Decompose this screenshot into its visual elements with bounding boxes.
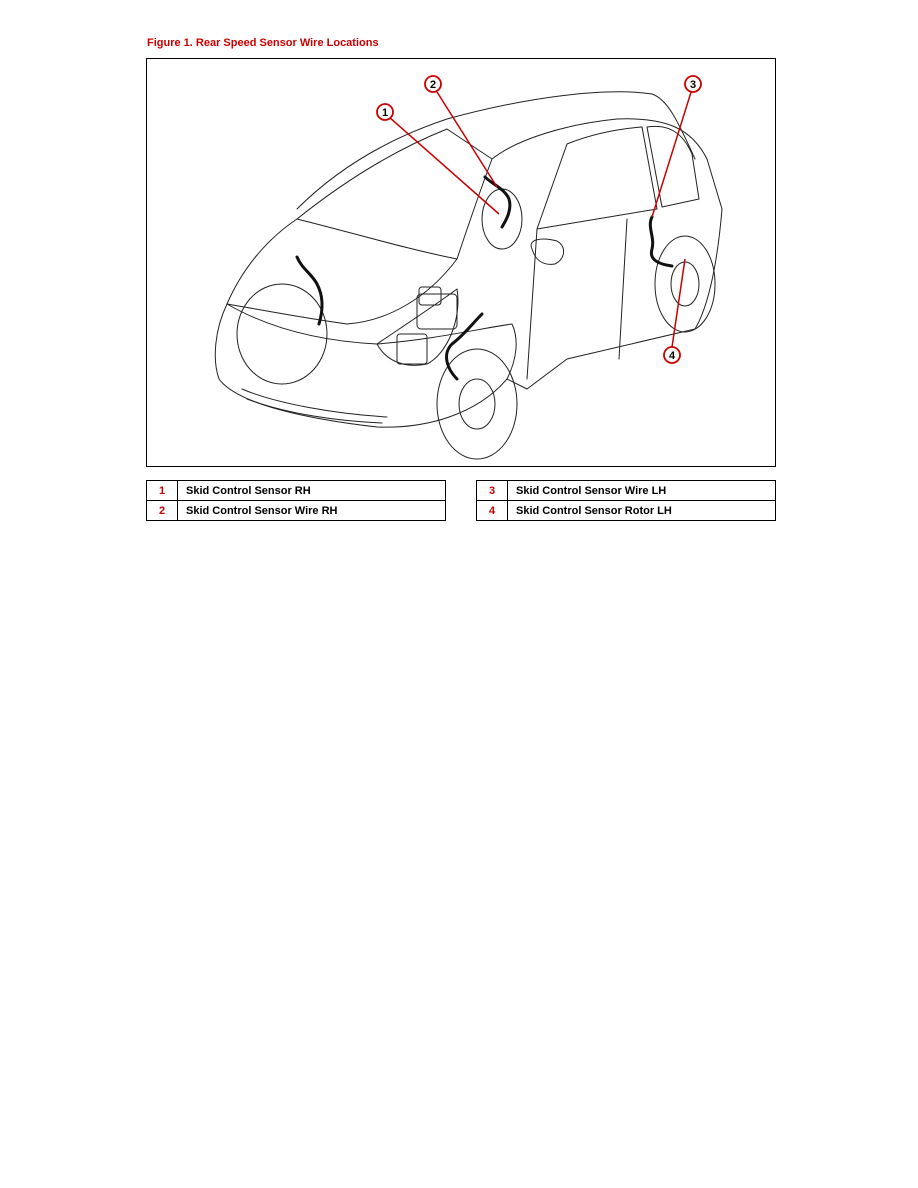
hood — [227, 219, 457, 324]
legend-label: Skid Control Sensor Wire LH — [508, 481, 776, 501]
legend-number: 2 — [147, 501, 178, 521]
front-bumper — [215, 304, 516, 427]
legend-table-right — [476, 480, 776, 521]
legend-number: 4 — [477, 501, 508, 521]
front-side-window — [537, 127, 657, 229]
legend-table-left — [146, 480, 446, 521]
callout-2-leader — [437, 92, 497, 187]
callout-1-leader — [389, 117, 499, 214]
car-illustration — [147, 59, 775, 466]
rear-left-wheel — [655, 236, 715, 332]
windshield — [297, 129, 492, 259]
front-right-wheel — [237, 284, 327, 384]
callout-2-label: 2 — [429, 79, 437, 91]
front-lh-sensor-wire — [447, 314, 482, 379]
legend-row — [147, 481, 446, 501]
callout-3-label: 3 — [689, 79, 697, 91]
legend-row — [477, 501, 776, 521]
car-side-outline — [492, 119, 722, 389]
car-roof-outline — [297, 92, 695, 209]
rear-right-wheel — [482, 189, 522, 249]
legend-label: Skid Control Sensor Wire RH — [178, 501, 446, 521]
legend-row — [477, 481, 776, 501]
rear-lh-sensor-wire — [650, 217, 672, 266]
callout-4-label: 4 — [668, 350, 676, 362]
legend-label: Skid Control Sensor Rotor LH — [508, 501, 776, 521]
grille-line-1 — [242, 389, 387, 417]
brake-actuator — [417, 294, 457, 329]
door-line-front — [527, 229, 537, 379]
front-rh-sensor-wire — [297, 257, 322, 324]
rear-left-hub — [671, 262, 699, 306]
figure-title: Figure 1. Rear Speed Sensor Wire Locations — [147, 37, 379, 49]
callout-1-label: 1 — [381, 107, 389, 119]
callout-4-leader — [672, 259, 685, 347]
legend-label: Skid Control Sensor RH — [178, 481, 446, 501]
legend-number: 3 — [477, 481, 508, 501]
callout-3-leader — [652, 89, 692, 217]
legend-row — [147, 501, 446, 521]
rear-rh-sensor-wire — [485, 177, 510, 227]
legend-number: 1 — [147, 481, 178, 501]
door-line-mid — [619, 219, 627, 359]
figure-frame — [146, 58, 776, 467]
grille-line-2 — [247, 399, 382, 423]
